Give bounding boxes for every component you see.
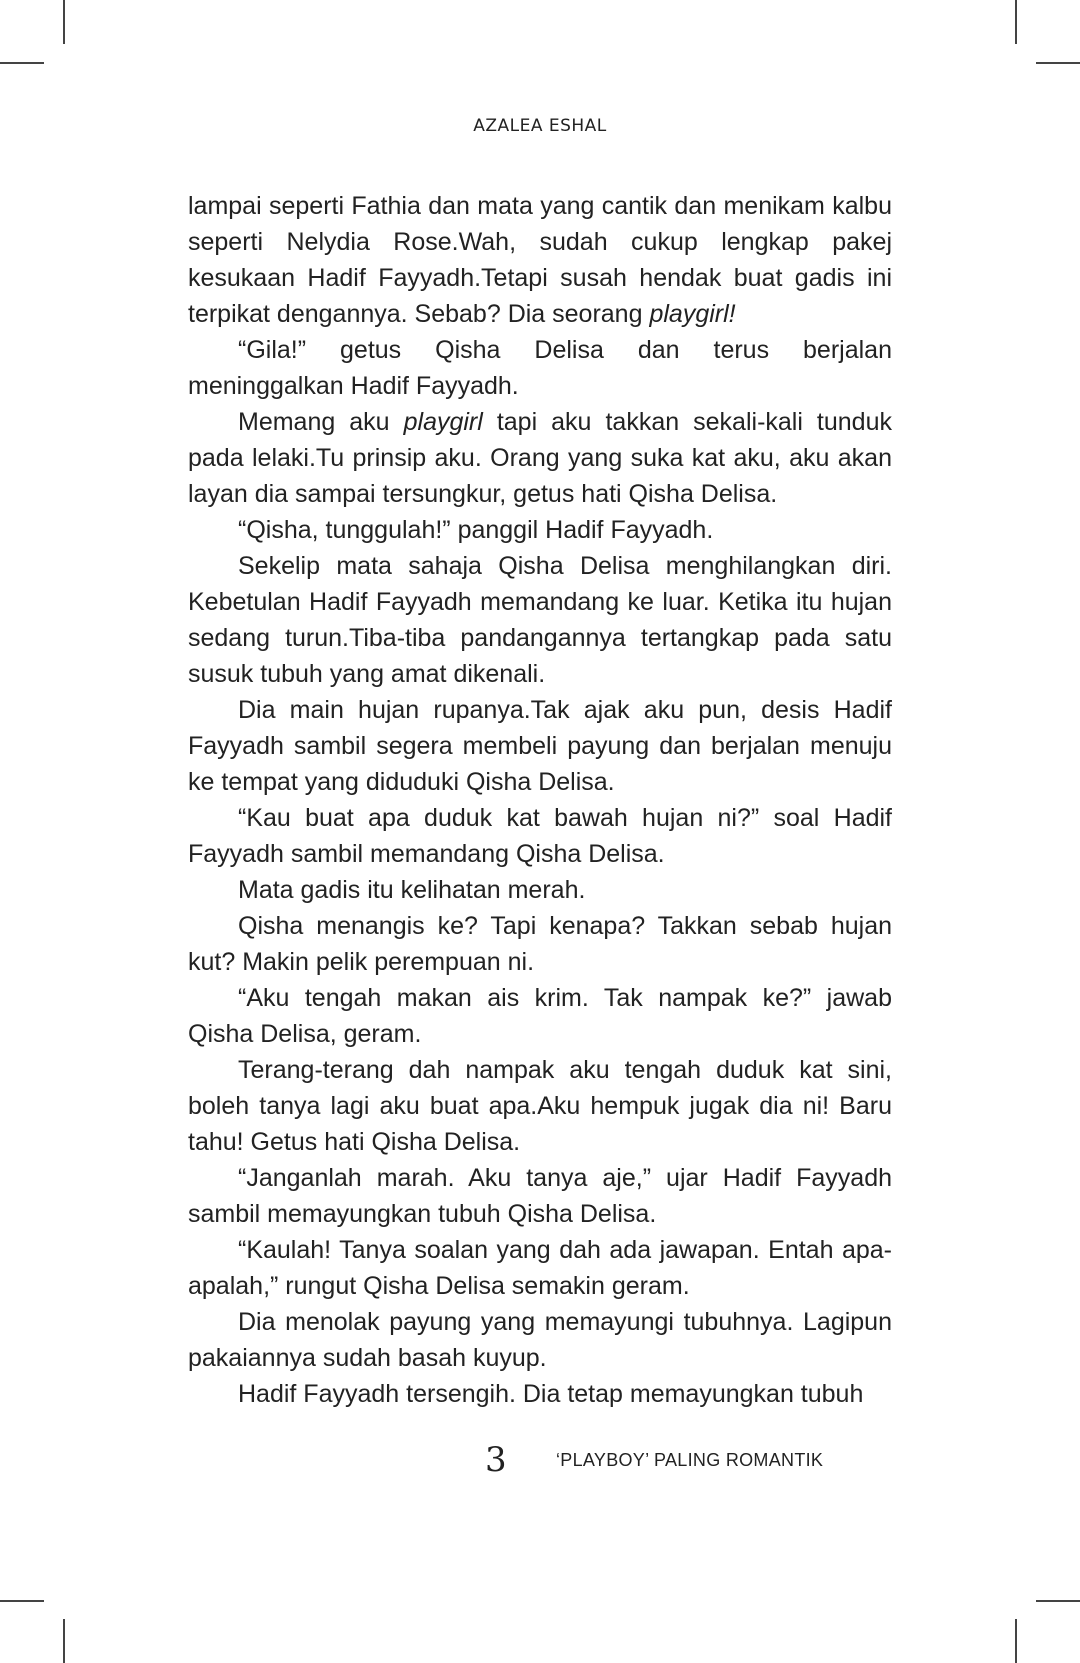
italic-term: playgirl! — [649, 300, 736, 328]
paragraph: Mata gadis itu kelihatan merah. — [238, 876, 586, 904]
paragraph: Qisha menangis ke? Tapi kenapa? Takkan sebab hujan kut? Makin pelik perempuan ni. — [188, 912, 892, 976]
paragraph: “Janganlah marah. Aku tanya aje,” ujar Hadif Fayyadh sambil memayungkan tubuh Qisha Delisa. — [188, 1164, 892, 1228]
paragraph: Dia menolak payung yang memayungi tubuhnya. Lagipun pakaiannya sudah basah kuyup. — [188, 1308, 892, 1372]
paragraph: Dia main hujan rupanya.Tak ajak aku pun, desis Hadif Fayyadh sambil segera membeli payung dan berjalan menuju ke tempat yang diduduki Qisha Delisa. — [188, 696, 892, 796]
running-head: AZALEA ESHAL — [473, 116, 607, 136]
book-title: ‘PLAYBOY’ PALING ROMANTIK — [556, 1450, 824, 1470]
paragraph: “Qisha, tunggulah!” panggil Hadif Fayyadh. — [238, 516, 714, 544]
body-text — [188, 188, 892, 1412]
paragraph-text: lampai seperti Fathia dan mata yang cantik dan menikam kalbu seperti Nelydia Rose.Wah, sudah cukup lengkap pakej kesukaan Hadif Fayyadh.Tetapi susah hendak buat gadis ini terpikat dengannya. Sebab? Dia seorang — [188, 192, 892, 328]
crop-mark-top-left-horizontal — [0, 62, 44, 64]
crop-mark-bottom-left-vertical — [63, 1619, 65, 1663]
paragraph — [188, 404, 892, 512]
paragraph: “Kau buat apa duduk kat bawah hujan ni?” soal Hadif Fayyadh sambil memandang Qisha Delisa. — [188, 804, 892, 868]
crop-mark-top-right-horizontal — [1036, 62, 1080, 64]
crop-mark-bottom-right-vertical — [1015, 1619, 1017, 1663]
paragraph-text: tapi aku takkan sekali-kali tunduk pada lelaki.Tu prinsip aku. Orang yang suka kat aku, aku akan layan dia sampai tersungkur, getus hati Qisha Delisa. — [188, 408, 892, 508]
crop-mark-top-left-vertical — [63, 0, 65, 44]
paragraph-text: Memang aku — [238, 408, 404, 436]
crop-mark-top-right-vertical — [1015, 0, 1017, 44]
paragraph: Hadif Fayyadh tersengih. Dia tetap memayungkan tubuh — [238, 1380, 864, 1408]
crop-mark-bottom-right-horizontal — [1036, 1600, 1080, 1602]
italic-term: playgirl — [403, 408, 483, 436]
paragraph: “Gila!” getus Qisha Delisa dan terus berjalan meninggalkan Hadif Fayyadh. — [188, 336, 892, 400]
crop-mark-bottom-left-horizontal — [0, 1600, 44, 1602]
page-footer — [0, 1440, 1080, 1480]
paragraph: Terang-terang dah nampak aku tengah duduk kat sini, boleh tanya lagi aku buat apa.Aku hempuk jugak dia ni! Baru tahu! Getus hati Qisha Delisa. — [188, 1056, 892, 1156]
page-number: 3 — [485, 1440, 507, 1480]
paragraph: “Kaulah! Tanya soalan yang dah ada jawapan. Entah apa-apalah,” rungut Qisha Delisa semakin geram. — [188, 1236, 892, 1300]
paragraph: Sekelip mata sahaja Qisha Delisa menghilangkan diri. Kebetulan Hadif Fayyadh memandang ke luar. Ketika itu hujan sedang turun.Tiba-tiba pandangannya tertangkap pada satu susuk tubuh yang amat dikenali. — [188, 552, 892, 688]
paragraph — [188, 188, 892, 332]
paragraph: “Aku tengah makan ais krim. Tak nampak ke?” jawab Qisha Delisa, geram. — [188, 984, 892, 1048]
